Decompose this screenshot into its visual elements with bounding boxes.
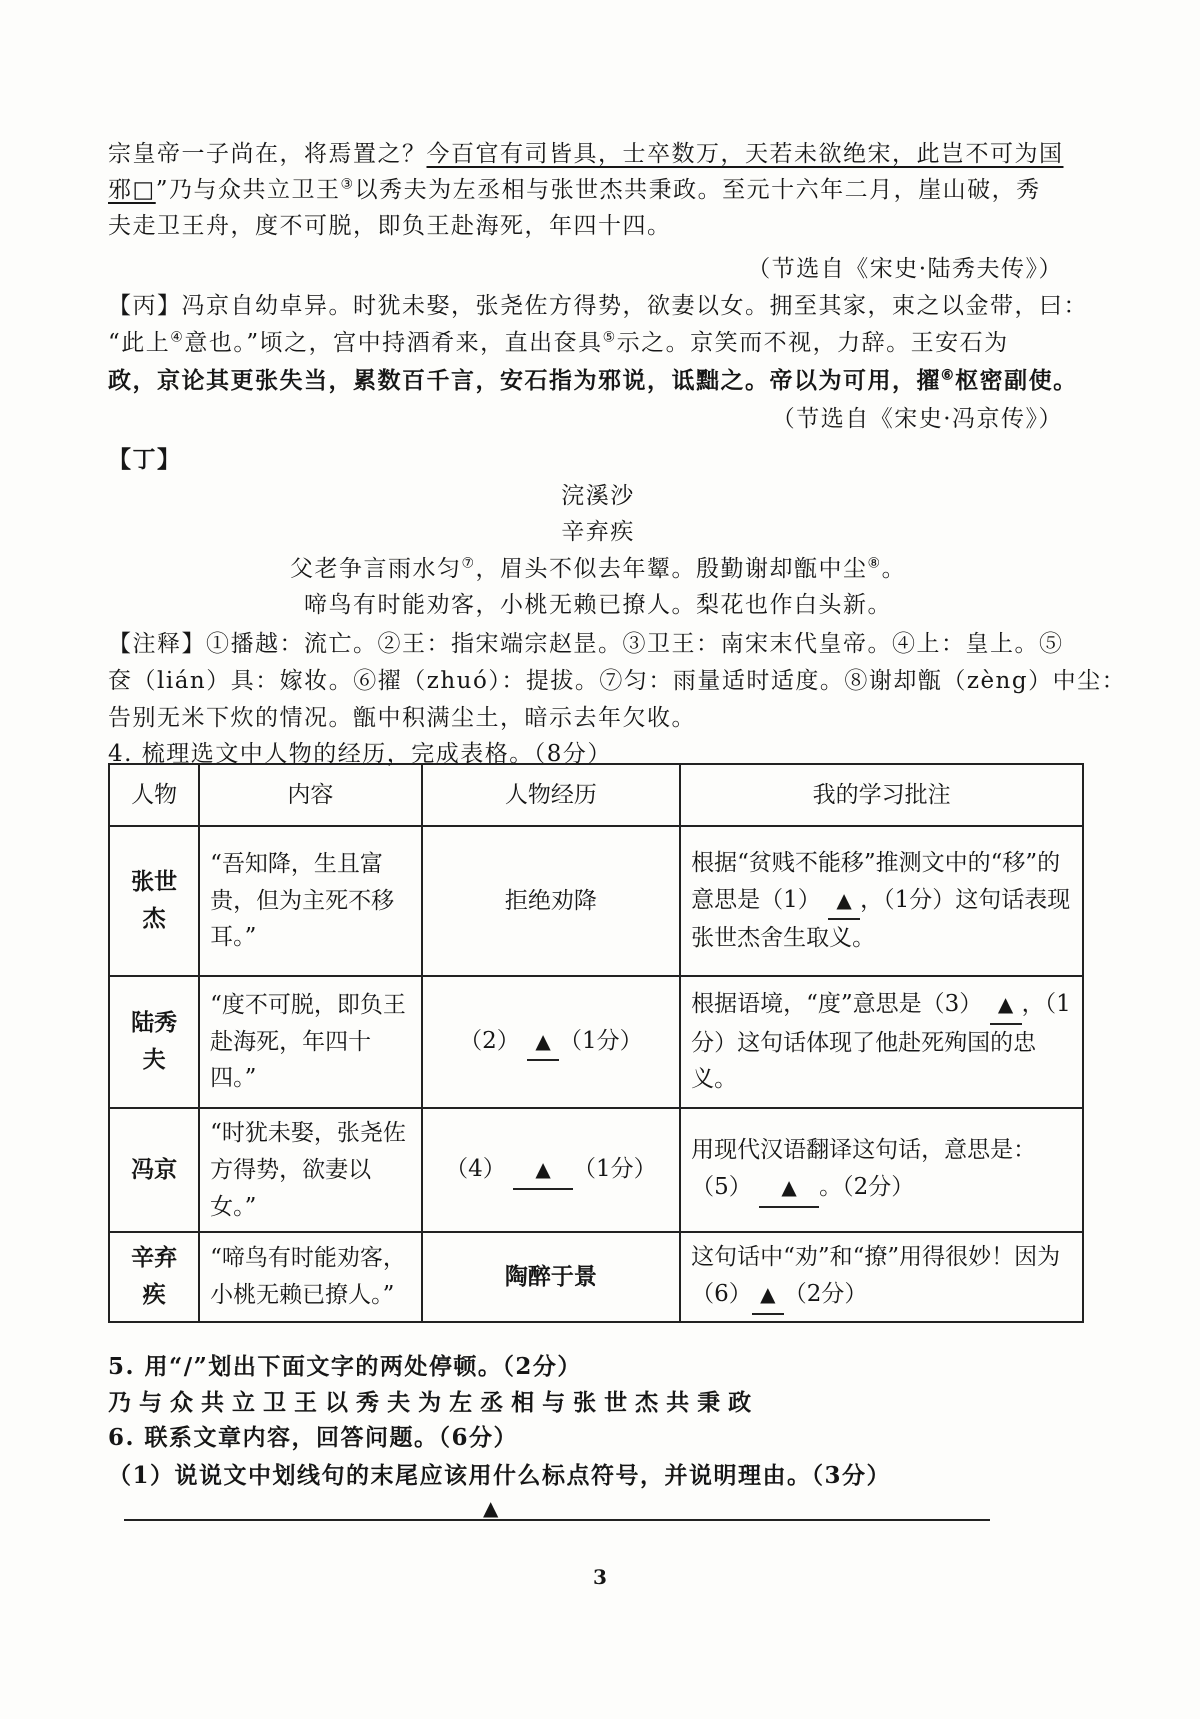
person-name: 陆秀夫 bbox=[109, 976, 199, 1108]
triangle-icon: ▲ bbox=[836, 887, 852, 912]
underlined-sentence: 今百官有司皆具，士卒数万，天若未欲绝宋，此岂不可为国 bbox=[426, 141, 1064, 167]
table-row bbox=[109, 1108, 1083, 1232]
answer-blank[interactable] bbox=[752, 1276, 784, 1315]
text-span: 根据语境，“度”意思是（3） bbox=[691, 990, 983, 1017]
triangle-icon: ▲ bbox=[781, 1175, 797, 1200]
content-quote: “时犹未娶，张尧佐方得势，欲妻以女。” bbox=[199, 1108, 421, 1232]
text-span: ，眉头不似去年颦。殷勤谢却甑中尘 bbox=[475, 556, 868, 582]
text-span: 这句话中“劝”和“撩”用得很妙！因为（6） bbox=[691, 1244, 1061, 1308]
footnote-mark: ⑦ bbox=[461, 555, 476, 572]
text-span: 用现代汉语翻译这句话，意思是：（5） bbox=[691, 1137, 1037, 1201]
underlined-sentence-end: 邪□ bbox=[108, 177, 156, 203]
note-cell bbox=[680, 976, 1083, 1108]
text-span: ，（1分）这句话表现张世杰舍生取义。 bbox=[691, 886, 1071, 952]
passage-yi-source: （节选自《宋史·陆秀夫传》） bbox=[747, 256, 1063, 282]
triangle-icon: ▲ bbox=[483, 1496, 499, 1520]
answer-line[interactable] bbox=[124, 1519, 990, 1521]
question6-sub1: （1）说说文中划线句的末尾应该用什么标点符号，并说明理由。（3分） bbox=[108, 1462, 892, 1489]
question5-title: 5. 用“/”划出下面文字的两处停顿。（2分） bbox=[108, 1353, 582, 1380]
poem-title: 浣溪沙 bbox=[561, 483, 635, 509]
experience-table bbox=[108, 763, 1084, 1323]
text-span: （1分） bbox=[559, 1027, 643, 1054]
text-span: （1分） bbox=[573, 1155, 657, 1182]
note-cell bbox=[680, 1232, 1083, 1322]
question4-title: 4. 梳理选文中人物的经历，完成表格。（8分） bbox=[108, 741, 612, 767]
triangle-icon: ▲ bbox=[997, 991, 1014, 1016]
content-quote: “度不可脱，即负王赴海死，年四十四。” bbox=[199, 976, 421, 1108]
person-name: 冯京 bbox=[109, 1108, 199, 1232]
text-span: 政，京论其更张失当，累数百千言，安石指为邪说，诋黜之。帝以为可用，擢 bbox=[108, 367, 941, 394]
passage-yi-line1 bbox=[108, 135, 1088, 168]
header-experience: 人物经历 bbox=[422, 764, 681, 826]
header-content: 内容 bbox=[199, 764, 421, 826]
experience-text: 陶醉于景 bbox=[422, 1232, 681, 1322]
answer-blank[interactable] bbox=[990, 986, 1022, 1025]
passage-ding-label: 【丁】 bbox=[108, 446, 182, 473]
text-span: ，（1分）这句话体现了他赴死殉国的忠义。 bbox=[691, 990, 1071, 1093]
header-note: 我的学习批注 bbox=[680, 764, 1083, 826]
passage-yi-line3 bbox=[108, 207, 1088, 240]
table-row bbox=[109, 976, 1083, 1108]
text-span: （4） bbox=[445, 1155, 506, 1182]
text-span: 父老争言雨水匀 bbox=[289, 556, 462, 582]
poem-author: 辛弃疾 bbox=[561, 519, 635, 545]
header-person: 人物 bbox=[109, 764, 199, 826]
text-span: （2） bbox=[459, 1027, 520, 1054]
poem-line1 bbox=[108, 550, 1088, 583]
question5-text: 乃 与 众 共 立 卫 王 以 秀 夫 为 左 丞 相 与 张 世 杰 共 秉 政 bbox=[108, 1389, 752, 1416]
notes-line1: 【注释】①播越：流亡。②王：指宋端宗赵昰。③卫王：南宋末代皇帝。④上：皇上。⑤ bbox=[108, 631, 1064, 657]
passage-bing-line3 bbox=[108, 362, 1088, 395]
footnote-mark: ⑥ bbox=[941, 367, 956, 384]
note-cell bbox=[680, 826, 1083, 976]
text-span: 宗皇帝一子尚在，将焉置之？ bbox=[108, 141, 427, 167]
note-cell bbox=[680, 1108, 1083, 1232]
table-row bbox=[109, 826, 1083, 976]
text-span: 意也。”顷之，宫中持酒肴来，直出奁具 bbox=[184, 330, 603, 356]
notes-line3: 告别无米下炊的情况。甑中积满尘土，暗示去年欠收。 bbox=[108, 705, 696, 731]
passage-bing-line2 bbox=[108, 324, 1088, 357]
triangle-icon: ▲ bbox=[535, 1156, 551, 1181]
footnote-mark: ④ bbox=[170, 329, 185, 346]
triangle-icon: ▲ bbox=[535, 1028, 551, 1053]
text-span: 根据“贫贱不能移”推测文中的“移”的意思是（1） bbox=[691, 849, 1061, 913]
text-span: 以秀夫为左丞相与张世杰共秉政。至元十六年二月，崖山破，秀 bbox=[354, 177, 1041, 203]
person-name: 辛弃疾 bbox=[109, 1232, 199, 1322]
passage-bing-line1: 【丙】冯京自幼卓异。时犹未娶，张尧佐方得势，欲妻以女。拥至其家，束之以金带，曰： bbox=[108, 293, 1088, 319]
poem-line2: 啼鸟有时能劝客，小桃无赖已撩人。梨花也作白头新。 bbox=[304, 592, 892, 618]
experience-text: 拒绝劝降 bbox=[422, 826, 681, 976]
footnote-mark: ⑤ bbox=[602, 329, 617, 346]
question6-title: 6. 联系文章内容，回答问题。（6分） bbox=[108, 1424, 519, 1451]
person-name: 张世杰 bbox=[109, 826, 199, 976]
page-number: 3 bbox=[593, 1565, 607, 1589]
passage-bing-source: （节选自《宋史·冯京传》） bbox=[771, 406, 1063, 432]
footnote-mark: ⑧ bbox=[867, 555, 882, 572]
text-span: 。（2分） bbox=[819, 1174, 915, 1201]
content-quote: “啼鸟有时能劝客，小桃无赖已撩人。” bbox=[199, 1232, 421, 1322]
footnote-mark: ③ bbox=[340, 176, 355, 193]
answer-blank[interactable] bbox=[828, 882, 860, 921]
content-quote: “吾知降，生且富贵，但为主死不移耳。” bbox=[199, 826, 421, 976]
text-span: 。 bbox=[881, 556, 907, 582]
text-span: 夫走卫王舟，度不可脱，即负王赴海死，年四十四。 bbox=[108, 213, 672, 239]
answer-blank[interactable] bbox=[513, 1151, 573, 1190]
text-span: 示之。京笑而不视，力辞。王安石为 bbox=[616, 330, 1009, 356]
table-row bbox=[109, 1232, 1083, 1322]
answer-blank[interactable] bbox=[759, 1169, 819, 1208]
triangle-icon: ▲ bbox=[760, 1282, 776, 1307]
table-header-row bbox=[109, 764, 1083, 826]
notes-line2: 奁（lián）具：嫁妆。⑥擢（zhuó）：提拔。⑦匀：雨量适时适度。⑧谢却甑（zèng）中尘： bbox=[108, 668, 1127, 694]
passage-yi-line2 bbox=[108, 171, 1088, 204]
experience-cell bbox=[422, 976, 681, 1108]
text-span: 枢密副使。 bbox=[955, 367, 1078, 394]
text-span: “此上 bbox=[108, 330, 171, 356]
answer-blank[interactable] bbox=[527, 1023, 559, 1062]
experience-cell bbox=[422, 1108, 681, 1232]
text-span: （2分） bbox=[783, 1281, 868, 1308]
text-span: ”乃与众共立卫王 bbox=[155, 177, 341, 203]
